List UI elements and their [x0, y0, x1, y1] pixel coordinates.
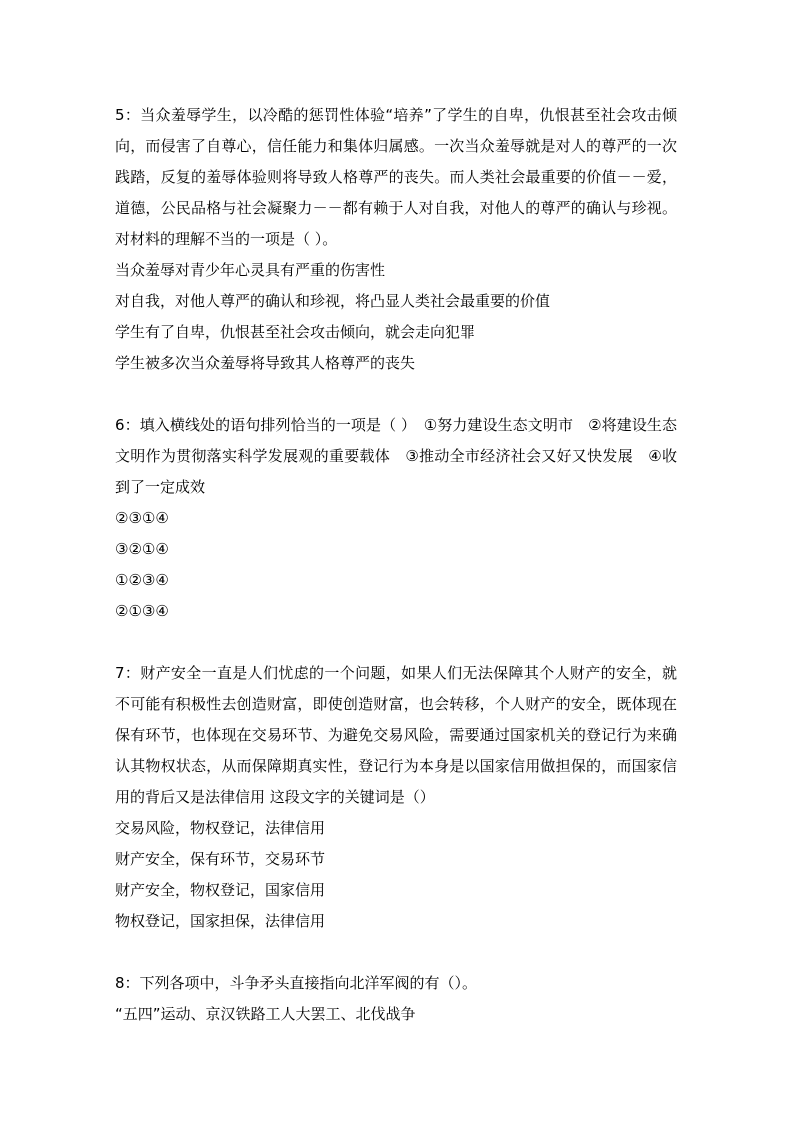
question-5 [115, 100, 677, 379]
question-7 [115, 658, 677, 937]
question-6-stem: 6：填入横线处的语句排列恰当的一项是（ ） ①努力建设生态文明市 ②将建设生态文明作为贯彻落实科学发展观的重要载体 ③推动全市经济社会又好又快发展 ④收到了一定成效 [115, 416, 677, 496]
question-8-option-1: “五四”运动、京汉铁路工人大罢工、北伐战争 [115, 1005, 416, 1023]
question-5-option-2: 对自我，对他人尊严的确认和珍视，将凸显人类社会最重要的价值 [115, 292, 551, 310]
question-6-option-2: ③②①④ [115, 540, 169, 558]
question-8-stem: 8：下列各项中，斗争矛头直接指向北洋军阀的有（）。 [115, 974, 478, 992]
question-6-option-1: ②③①④ [115, 509, 169, 527]
question-6 [115, 410, 677, 627]
question-6-option-4: ②①③④ [115, 602, 169, 620]
question-5-option-1: 当众羞辱对青少年心灵具有严重的伤害性 [115, 261, 386, 279]
question-7-option-2: 财产安全，保有环节，交易环节 [115, 850, 326, 868]
question-5-option-3: 学生有了自卑，仇恨甚至社会攻击倾向，就会走向犯罪 [115, 323, 476, 341]
question-8 [115, 968, 677, 1030]
question-7-option-3: 财产安全，物权登记，国家信用 [115, 881, 326, 899]
question-5-stem: 5：当众羞辱学生，以冷酷的惩罚性体验“培养”了学生的自卑，仇恨甚至社会攻击倾向，而侵害了自尊心，信任能力和集体归属感。一次当众羞辱就是对人的尊严的一次践踏，反复的羞辱体验则将导致人格尊严的丧失。而人类社会最重要的价值－－爱，道德，公民品格与社会凝聚力－－都有赖于人对自我，对他人的尊严的确认与珍视。对材料的理解不当的一项是（ ）。 [115, 106, 677, 248]
question-5-option-4: 学生被多次当众羞辱将导致其人格尊严的丧失 [115, 354, 416, 372]
question-7-option-4: 物权登记，国家担保，法律信用 [115, 912, 326, 930]
question-7-option-1: 交易风险，物权登记，法律信用 [115, 819, 326, 837]
question-7-stem: 7：财产安全一直是人们忧虑的一个问题，如果人们无法保障其个人财产的安全，就不可能有积极性去创造财富，即使创造财富，也会转移，个人财产的安全，既体现在保有环节，也体现在交易环节、为避免交易风险，需要通过国家机关的登记行为来确认其物权状态，从而保障期真实性，登记行为本身是以国家信用做担保的，而国家信用的背后又是法律信用 这段文字的关键词是（） [115, 664, 677, 806]
document-content [115, 100, 677, 1061]
question-6-option-3: ①②③④ [115, 571, 169, 589]
